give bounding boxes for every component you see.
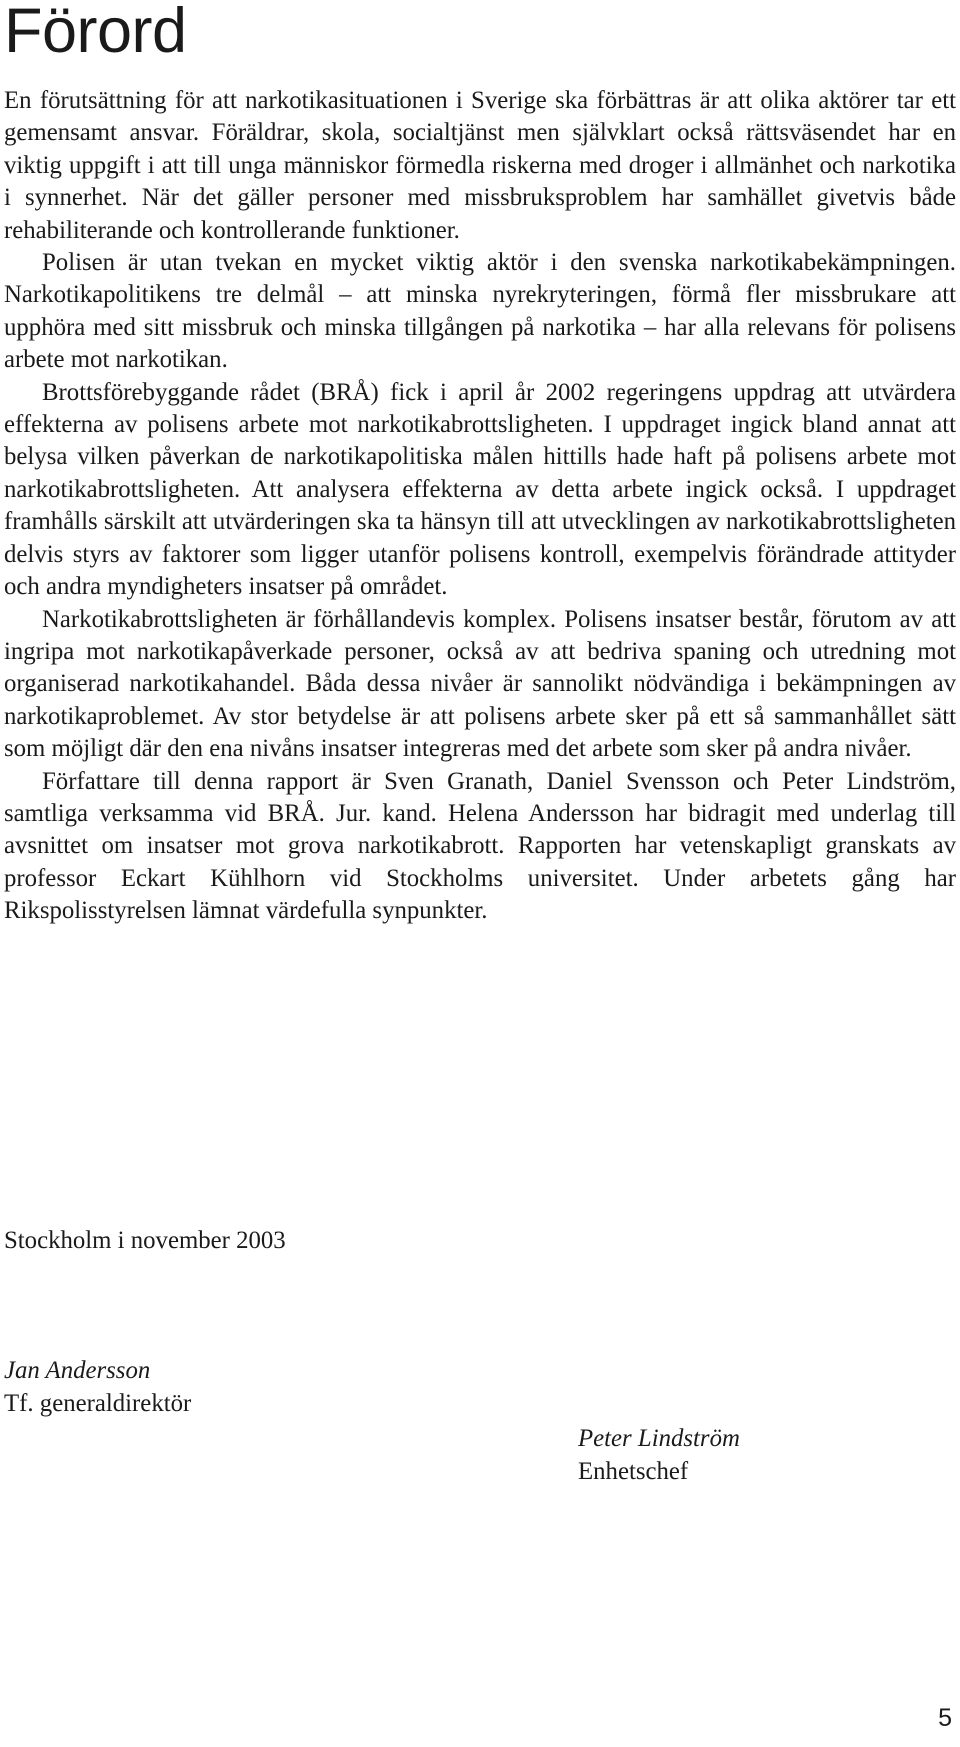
place-date: Stockholm i november 2003 xyxy=(4,1227,286,1254)
signatory-title: Enhetschef xyxy=(578,1458,689,1485)
page-number: 5 xyxy=(938,1704,952,1732)
signature-right xyxy=(578,1422,740,1488)
foreword-paragraph-2: Polisen är utan tvekan en mycket viktig aktör i den svenska narkotikabekämpningen. Narkotikapolitikens tre delmål – att minska nyrekryteringen, förmå fler missbrukare att upphöra med sitt missbruk och minska tillgången på narkotika – har alla relevans för polisens arbete mot narkotikan. xyxy=(4,249,956,374)
page-title: Förord xyxy=(4,0,187,66)
foreword-body xyxy=(4,85,956,928)
signature-left xyxy=(4,1354,191,1420)
signatory-name: Jan Andersson xyxy=(4,1357,151,1384)
foreword-paragraph-1: En förutsättning för att narkotikasituationen i Sverige ska förbättras är att olika aktörer tar ett gemensamt ansvar. Föräldrar, skola, socialtjänst men självklart också rättsväsendet har en viktig uppgift i att till unga människor förmedla riskerna med droger i allmänhet och narkotika i synnerhet. När det gäller personer med missbruksproblem har samhället givetvis både rehabiliterande och kontrollerande funktioner. xyxy=(4,87,956,244)
foreword-paragraph-4: Narkotikabrottsligheten är förhållandevis komplex. Polisens insatser består, förutom av att ingripa mot narkotikapåverkade personer, också av att bedriva spaning och utredning mot organiserad narkotikahandel. Båda dessa nivåer är sannolikt nödvändiga i bekämpningen av narkotikaproblemet. Av stor betydelse är att polisens arbete sker på ett så sammanhållet sätt som möjligt där den ena nivåns insatser integreras med det arbete som sker på andra nivåer. xyxy=(4,605,956,763)
signatory-title: Tf. generaldirektör xyxy=(4,1390,192,1417)
signatory-name: Peter Lindström xyxy=(578,1425,740,1452)
foreword-paragraph-3: Brottsförebyggande rådet (BRÅ) fick i april år 2002 regeringens uppdrag att utvärdera effekterna av polisens arbete mot narkotikabrottsligheten. I uppdraget ingick bland annat att belysa vilken påverkan de narkotikapolitiska målen hittills hade haft på polisens arbete mot narkotikabrottsligheten. Att analysera effekterna av detta arbete ingick också. I uppdraget framhålls särskilt att utvärderingen ska ta hänsyn till att utvecklingen av narkotikabrottsligheten delvis styrs av faktorer som ligger utanför polisens kontroll, exempelvis förändrade attityder och andra myndigheters insatser på området. xyxy=(4,378,956,601)
foreword-paragraph-5: Författare till denna rapport är Sven Granath, Daniel Svensson och Peter Lindström, samtliga verksamma vid BRÅ. Jur. kand. Helena Andersson har bidragit med underlag till avsnittet om insatser mot grova narkotikabrott. Rapporten har vetenskapligt granskats av professor Eckart Kühlhorn vid Stockholms universitet. Under arbetets gång har Rikspolisstyrelsen lämnat värdefulla synpunkter. xyxy=(4,767,956,925)
